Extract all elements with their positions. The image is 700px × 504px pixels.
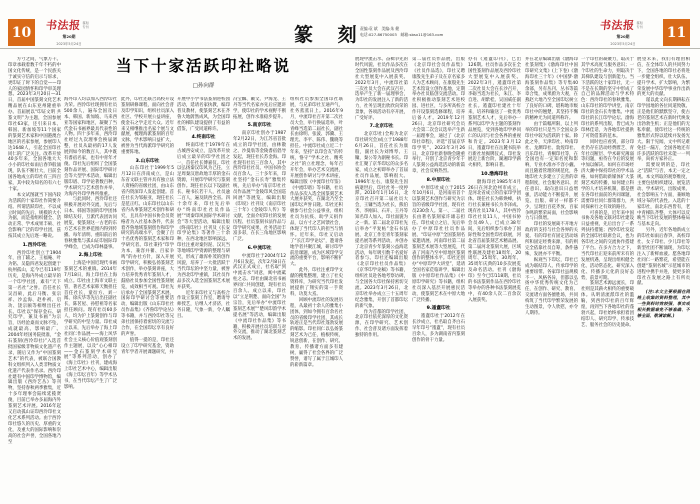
body-paragraph: 一个印社的凝聚力，取决于其学术高度与服务意识；一个印社的生命力，则取决于其梯队建设与创新能力。当下活跃的这十家印社，无一不是在长期的坚守中形成了自己的品牌活动与学术特色：西泠印社的春秋雅集、山东印社的印学讲堂、南京印社的金石长寿雅集、中流印社的长江印学论坛、渤海印社的系列出版，皆已成为印林佳话，为各地印社提供了可资借鉴的范本。: [581, 57, 634, 139]
body-paragraph: 纵观当下印坛，印社已成为联结印人、传承印学的重要纽带。各家印社虽规模不一、风格各异，但都以弘扬中华优秀传统文化为己任，在创作、研究、教育、交流诸方面各擅胜场，共同构筑了当代印学繁荣发展的生动图景，令人欣慰，亦令人期待。: [525, 257, 578, 316]
news-column: [233, 97, 286, 500]
section-heading: 1.西泠印社: [22, 242, 47, 248]
body-paragraph: 由于篇幅所限，以上列举的印社只是当下全国众多印社中较为活跃的十家。除此之外，天津印社、岭南印社、龙渊印社、敦煌印社、百乐印社、青桐印社等，在全国也有一定知名度和影响，专业水准亦不容小觑。而且随着管理的规范化，各地印社大多建立了完善的章程制度，社会服务意识、责任意识、取向意识日益增强，活动能力不断提升，展览、出版、研讨一样都不少，呈现出百花齐放、百家争鸣的繁荣局面，社会影响力与日俱增。: [525, 121, 578, 222]
body-paragraph: 第二届社员作品展，出版《北京印社会员作品集》《社员作品选》，印社又聘康殷先生弟子及在京名家多人为艺术顾问，在康殷先生艺术馆设立创作基地，定期举办社员临创交流活动。印社积极推动篆刻艺术进校园、进社区，与多所高校合作开设篆刻选修课程，培养后备人才。2019年12月26日，北京印社研究会员大会第二次会议选举产生新一届理事会，通过了《北京印社章程》，评选“首届京华印学奖”。2023年3月26日，北京印社新春晚会隆重举行，开创了北京青少年千人篆刻公益海选活动的新篇章，社会反响热烈。: [412, 57, 465, 175]
masthead-tagline: [83, 20, 89, 29]
body-paragraph: 此外，印社注重印学文献的搜集整理，建立了社史资料库，为研究当代印社发展提供了翔实的第一手资料，功莫大焉。: [290, 268, 343, 297]
body-paragraph: 组织社员参加全国印社联展，与兄弟印社互通声气，社务蒸蒸日上。2016年9月，中流印社召开第二次社员大会，举行换届选举，叶青峰当选第二届社长，副社长由徐明、张波、郭骥、王理光、李平、陈伟、魏晓等担任。中流印社成立近二十年来，坚持“以印会友”的传统，恪守“学术之社、精英之社”的立社理念，每年召开年会，举办艺术交流展，开展创作研讨与学术讲座，编辑出版《中流印社年鉴》《中流印谱》等书籍，社员作品多次入选全国篆刻艺术大展并获奖，在湖北乃至全国印坛声誉日隆。印社还积极参与社会公益事业，组织社员为抗疫、助学义捐作品，以方寸之艺回馈社会，体现了当代印人的担当与情怀。近年来，印社又启动了“长江印学论坛”，邀请各地学者共聚江城，研讨印学前沿课题，成为区域印学交流的重要平台，影响不断扩大。: [290, 97, 343, 268]
body-paragraph: 西泠印社创立于1904年，由丁辅之、王福庵、叶为铭、吴隐四君发起创建于杭州孤山，迄今已有119年历史，是海内外成立最早的一个印学社团，素有“天下第一名社”之誉。首任社长吴昌硕，此后马衡、张宗祥、沙孟海、赵朴初、启功、饶宗颐等相继出任社长。印社以“保存金石、研究印学，兼及书画”为宗旨，历经沧桑而文脉不坠，成就最高、影响最广。2004年经国务院批准，“金石篆刻(西泠印社)”入选首批国家级非物质文化遗产名录，随后又作为“中国篆刻艺术”的代表，被联合国教科文组织列入人类非物质文化遗产代表作名录。西泠印社建有中国印学博物馆，编辑出版《西泠艺丛》等刊物，坚持春秋两季雅集，近十多年理事会陆续延揽贤俊，目前已举办多届海内外篆刻艺术评展。2016年起又启动孤山证印西泠印社文化艺术系列活动。由于西泠印社悠久的历史、厚重的文化，及重大的国际影响和崇高的社会声誉，全国各地乃至: [8, 250, 61, 445]
news-column: [637, 57, 690, 500]
section-heading: 8.中原印社: [426, 177, 451, 183]
section-heading: 10.渤海印社: [480, 171, 509, 177]
news-column: [64, 97, 117, 500]
body-paragraph: 并在北京编辑出版《渤海印社篆刻集》《渤海印社中国印研究文集》(上下卷)《渤海印社三十年》《中国梦·渤海篆刻作品集》等专集40余部，另有丛刊、丛书等篇章合集，成果蔚为大观，在燕赵大地乃至全国印坛树立了良好的口碑，堪称地市级印社中的翘楚，其坚持不懈的精神尤为同道所称许。: [525, 57, 578, 122]
body-paragraph: 中原印社成立于2015年10月6日，是河南省首个以篆刻艺术创作与研究为宗旨的省级印学社团，现有社员230余人。第一、二届社长由著名篆刻家许雄志担任。印社成立之后，先后举办了中原印社社员作品展、“印证中原”全国篆刻名家邀请展、河南印社第二届篆刻艺术展等大型展览，代表了河南乃至中原地区篆刻创作的整体水平。印社还创办“中原印学大讲堂”，延请全国名家莅临讲学，编辑出版《中原印社作品集》《中原印学研究》等书籍，组织社员深入基层开展惠民活动，使篆刻艺术在中原大地广泛传播。: [412, 185, 465, 303]
body-paragraph: 南京印社创办于1987年2月22日，为江苏省首批成立的印学社团，由林散之、沙曼翁等金陵耆宿倡导发起，现任社长苏金海。印社现有社员三百余人，其中西泠印社社员、中国书协会员百余人。三十多年来，印社坚持“金石长寿”雅集传统，先后举办“南京印社社员作品展”“金陵印风全国巡回展”等展览，编辑出版《印说》社刊及《南京印社三十年》《金陵印人传》等文献，全面介绍印社的发展历程、社员篆刻书法作品与印学研究成果，社务活动丰富多彩，在长三角地区影响广泛。: [233, 131, 286, 243]
body-paragraph: 谨以此文向长期耕耘在印学园地的各位同道致敬。正是他们的默默坚守，使古老的篆刻艺术在新时代焕发出勃勃生机；正是他们的无私奉献，使印社这一传统的雅集形式得以延续并发扬光大。限于见闻，文中所记难免挂一漏万，全国各地还有许多活跃的印社未能一一列举，尚祈方家补正。: [637, 98, 690, 163]
body-paragraph: 篆刻艺术源远流长，印社则是其薪火相传的重要载体。从明清流派印社的滥觞，到西泠印社的百年辉煌，再到当下各地印社的蓬勃兴起，印社始终承担着团结印人、研究印学、传承技艺、服务社会的历史使命。: [581, 281, 634, 328]
body-paragraph: 此外，印社还联合高校开设篆刻研修课程，面向社会普及印学知识，组织社员深入社区、学校开展公益讲座，使金石之学走近大众。近年来又相继推出名家个展与文献展，梳理海派篆刻的百年文脉，学术影响日益扩大，被誉为当代海派印学研究的重要阵地。: [121, 97, 174, 156]
masthead-tagline-line1: 篆刻: [82, 21, 89, 25]
body-paragraph: 作为首都的印学社团，北京印社依托深厚的文化资源，在印学研究、艺术创作、社会普及诸方面发挥着独特的作用。: [355, 309, 408, 339]
news-column: [581, 57, 634, 500]
masthead-tagline-line1: 篆刻: [636, 21, 643, 25]
body-paragraph: 中流印社于2004年12月6日发起，次年2月8日在武汉正式成立，社名取“到中流击水”词意，寓中流砥柱之志。印社由湖北省书画界同仁共同创建，现有社员百余人。成立以来，印社以“立足荆楚、面向全国”为宗旨，先后举办“中流印社篆刻艺术展”“楚风印韵学术提名展”等活动，编辑出版《中流印社作品集》等书籍，积极开展社员培训与对外交流，推动了湖北篆刻艺术的发展。: [233, 253, 286, 342]
body-paragraph: 印社的发展离不开地方政府的支持与社会各界的关爱。有的印社有固定活动场所和固定经费来源，有的则完全依靠社员自筹，条件悬殊，发展亦不平衡。: [525, 222, 578, 257]
masthead-logo: 书法报: [599, 19, 636, 32]
masthead-left: [46, 20, 136, 46]
masthead-tagline-line2: 专刊: [82, 24, 89, 29]
body-paragraph: 与此同时，西泠印社还积极开展对外交流，先后与日本、韩国等国的印学团体缔结友好，互派代表团访问展览，使篆刻这一古老的东方艺术在世界范围内得到传播。每年清明、重阳前后的春秋雅集与孤山证印国际印学峰会，已成为印林盛事。: [64, 197, 117, 250]
body-paragraph: 回顾中流印社的发展历程，从最初十余人的雅集小团体，到如今拥有百余名社员的省级印学社团，其成长轨迹正是当代印社蓬勃发展的缩影。印社同仁以弘扬篆刻艺术为己任，植根传统，锐意创新，在创作、研究、教育、传播诸方面多有建树，赢得了社会各界的广泛赞誉，谱写了属于江城印人的崭新篇章。: [290, 297, 343, 368]
section-heading: 3.山东印社: [135, 158, 160, 164]
masthead-logo: 书法报: [45, 19, 82, 32]
body-paragraph: 北京印社(全称为北京印社研究会)成立于1988年6月26日，首任社长为康殷，副社长为刘博琴、王镛，秦公等为副秘书长。印社汇聚了京华印坛的众多名家，成立之初即举办了首届社员作品展，影响很大。1996年左右，康殷先生因病逝世后，印社社务一度停滞。2010年1月16日，北京印社召开第二届社员大会，王镛当选为社长，熊伯齐、李刚田、石开、王丹等知名印人加入，印社面貌为之一新。第二届北京印社先后举办“平复帖”金石书法展、北京工作室青年篆刻家提名展等系列活动，并创办了北京青少年篆刻公益海选活动，每年吸引数千名爱好者参与。印社还编辑出版《北京印社社员作品集》《京华印学论稿》等书籍，组织社员赴各地考察访碑，与全国各大印社保持密切交流。2023年3月26日，北京印社举办成立三十五周年纪念雅集，开创了首都印坛的新气象。: [355, 132, 408, 309]
news-column: [177, 97, 230, 500]
body-paragraph: 山东印社于1999年5月12日在济南成立，是山东省文联主管并具有独立法人资格的省级社团，由山东省内资深印人发起创建。首任社长为邹振亚，现任社长是范正红。山东印社以山东省内从事篆刻艺术创作和研究，且具有中国书协会员资格者为入社基本条件，代表着齐鲁地域篆刻创作和印学研究的高端水平，会聚了百十名优秀的篆刻艺术家和印学研究者。印社秉持“印学为本、兼容并蓄、百家争鸣”的办社方针，深入开展印学研究，积极弘扬篆刻艺术创作，举办篆刻讲座，大力培养优秀青年篆刻人才，鼓励社员参加全国性篆刻展览，成效相当可观。印社先后承办了全国篆刻艺术展、国际印学研讨会等重要活动，编辑出版《山东印社社员作品集》《齐鲁印学论丛》等书籍，并与西泠印社等兄弟社团保持着密切的交流与合作，在全国印坛享有良好的声誉。: [121, 166, 174, 337]
header-rule: [0, 48, 700, 49]
section-heading: 2.海上印社: [78, 253, 103, 259]
body-paragraph: 终南印社于1979年在古城西安成立，是改革开放后成立最早的印学社团之一，首任社长傅嘉仪。印社以弘扬秦汉印风为己任，立足周秦汉唐故地丰厚的金石资源，开展印学研究与篆刻创作。现任社长以下设副社长、秘书长若干人，社员逾二百人，遍及陕西全省。四十余年来，印社先后举办“终南印社社员作品展”“周秦印风国际学术研讨会”等大型活动，编辑出版《终南印社》社刊及《长安印学论集》等著作三十余种，在西北地区影响深远。印社注重对秦封泥、汉瓦当等地域印学资源的整理与研究，形成了雄浑朴茂的创作风貌，培养了一大批活跃于当代印坛的中坚力量，被誉为西北印学重镇，其社员作品多次入选全国篆刻艺术展并获奖。: [177, 142, 230, 290]
issue-date: 2023年5月24日: [610, 41, 636, 46]
body-paragraph: 可喜的是，近年来中国书协及各地文联对印社建设日益重视，先后出台了一系列扶持措施；西泠印社发起的全国印社联席会议，也为各印社之间的交流协作搭建了平台。在多方合力之下，当代印社正迎来前所未有的发展机遇，呈现出组织健全化、活动常态化、研究深入化、传播多元化的良好态势，前景可期。: [581, 210, 634, 281]
section-heading: 7.北京印社: [369, 124, 394, 130]
editor-note: (注:本文主要根据在网络上收集的资料整理，其中一些资料时效较强，事实或相关数据难免不够准确、不够全面，敬请谅解。): [637, 289, 690, 318]
body-paragraph: 另外，近年各地新成立的印社如雨后春笋，高校印社、女子印社、少儿印社等新型社团不断涌现，为印坛注入了新鲜血液。愿各地印社同仁一路繁花，希望能在创建“篆刻名城”示范城市的进程中携手并进，使更多的印社在发展之路上有所贡献。: [637, 228, 690, 287]
section-heading: 6.中流印社: [247, 245, 272, 251]
page-number-right: 11: [663, 19, 690, 46]
news-column: [468, 57, 521, 500]
masthead-tagline: [637, 20, 643, 29]
editor-contact-block: [360, 26, 443, 38]
body-paragraph: 值得一提的是，印社还设立了印学研究基金，资助青年学者开展课题研究，并: [121, 337, 174, 355]
contact-line: 电话:027-86750003 邮箱:sbsx11@163.com: [360, 32, 444, 37]
body-paragraph: 开展中小学书法篆刻进校园活动，延请名家执教，编印普及教材，使篆刻艺术在齐鲁大地蔚然成风，为全国印社的梯队建设提供了有益的借鉴，广受同道称许。: [177, 97, 230, 132]
body-paragraph: 冯宝麟、戴文、尹海龙、王丹等当代名家亦先后应邀讲学，使印社的学术视野不断拓展，创作水准稳步提升。: [233, 97, 286, 120]
body-paragraph: 上海是中国近现代书画篆刻艺术的重镇。2014年7月18日，海上印社在上海成立。印社由上海市文联主管，著名艺术家韩天衡担任首任社长，童衍方、刘一闻、徐庆华等先后出任副社长，陈茗屋、孙慰祖等名家担任顾问。现有社员60多人，均为沪上篆刻创作与印学研究的中坚力量。印社成立以来，先后举办了海上印社同仁作品展——海上风华社会主义核心价值观篆刻创作主题展，以及“心心相印——金石篆刻学术研究展”等系列活动，创办了《海上印社》社刊，建成海上印社艺术中心，编辑出版《海上印坛百年》等学术丛书，在当代印坛产生了广泛影响。: [64, 260, 117, 390]
article-author: □孙向群: [192, 83, 215, 89]
news-column: [412, 57, 465, 500]
body-paragraph: 办有《遁盦印刊》，已出126期。社员作品多次在全国性篆刻作品展及西泠印社大型展览中入展获奖。2022年3月，遁盦印社第二次社员大会在长沙召开，李砺当选为社长，朱江、李自进、胡紫桂、吴国威任副社长。遁盦印社建社十年来，培养和输送了一批优秀篆刻艺术人才，先后举办一系列以印学为主题的篆刻作品展览，受到各地印学界同仁的认同与社会各界的重视和肯定。2023年3月12日，遁盦印社在岳麓书院举行新社址揭牌仪式，印社发展迈上新台阶，湖湘印学薪火相传，影响日著。: [468, 57, 521, 169]
body-paragraph: 方寸之间，气象万千。印章承载着数千年不朽的中国文化传统，是一个民族关于诚实守信的启示与诉求，更印证了时下的自觉——印人的家园情怀和印学审美理想。2023年3月20日—31日，首届中国篆刻文化艺术精品展在山东兖州隆重举办。首届展以“印证文明 共篆文明”为主题，全国参展印社63家，还引来日本、韩国、新加坡等11个国家的篆刻艺术家和中国港澳台地区的名家参展，参展印人达1648人，引起全国印社同仁的广泛关注。改革开放40多年来，全国各地大大小小的印社如雨后春笋般涌现，队伍不断壮大，目前全国各地成立的印社有三四百家，其中较为知名的有六七十家。: [8, 57, 61, 192]
body-paragraph: 需要说明的是，印社之“活跃”与否，本无一定之规。本文所取的观察维度，主要包括组织建设、展览活动、学术研究、出版成果、社会影响五个方面，兼顾地域分布的代表性。入选的十家印社，南北东西皆有，老中青梯队齐整，大体可以反映当下印社发展的整体格局与基本走向。: [637, 163, 690, 228]
body-paragraph: 本文试图就当下国内较为活跃的十家印社作简要介绍。所谓活跃印社，不以成立时间的先后、规模的大小为据，而是指组织健全、活动正常、学术成果丰硕、社会影响广泛的印学社团，兹按其成立先后逐一略说。: [8, 192, 61, 240]
body-paragraph: 展望未来，我们有理由相信，在全体印人的共同努力下，全国各地的印社必将进一步健全组织、壮大队伍、提升学术、扩大影响，为繁荣发展中华印学事业作出新的更大的贡献。: [637, 57, 690, 98]
masthead-right: [600, 20, 660, 46]
issue-number: 第20期: [62, 33, 76, 39]
news-column: [355, 57, 408, 500]
section-heading: 5.南京印社: [247, 123, 272, 129]
body-paragraph: 同时也应看到，部分印社仍存在活动经费匮乏、青年社员断层、学术研究薄弱等问题，亟待在今后的发展中加以解决。如何在市场经济大潮中保持印社的学术品格，如何借助新媒体扩大篆刻艺术的传播，如何建立科学的人才培养机制，都是摆在各印社面前的共同课题，需要印社同仁群策群力，共同探索行之有效的路径。: [581, 139, 634, 210]
body-paragraph: 展现中流击水、奋楫争先的时代风貌。社员作品多次在全国性篆刻作品展及西泠印社大型展览中入展获奖。2022年3月，中流印社第三次社员大会在武汉召开，选举产生了新一届理事会，为印社的发展注入了新的活力，社务呈现出欣欣向荣的景象，各项活动有序开展，广受好评。: [355, 57, 408, 122]
issue-date: 2023年5月24日: [56, 41, 82, 46]
editor-line: 责编:袁 斌 美编:朱 健: [360, 26, 400, 31]
masthead-tagline-line2: 专刊: [636, 24, 643, 29]
issue-number: 第20期: [616, 33, 630, 39]
news-column: [525, 57, 578, 500]
body-paragraph: 渤海印社1985年4月26日在河北沧州市成立，是河北省成立的首家印学团体。现任社长为韩焕峰，执行社长兼秘书长为李泽成。现有社员178人，其中西泠印社社员11人，中国书协会员49人。已成立38年间，先后组织参与承办了国际性和全国性印社联展，河北省首届篆刻艺术精品展、第二届河北篆刻大展，区域性联展及建社18周年、20周年、25周年、30周年、35周年庆典的10多次展览及命名活动。社刊《渤海印》至今已印118期。社员的书法篆刻作品在西泠印社等举办的各种书法篆刻展览中，有40余人次二百余次入展获奖。: [468, 179, 521, 303]
news-column: [121, 97, 174, 500]
news-column: [290, 97, 343, 500]
section-title: 篆 刻: [294, 24, 366, 46]
page-number-left: 10: [8, 19, 35, 46]
article-title: 当下十家活跃印社略说: [115, 56, 291, 75]
article-title-block: [64, 56, 343, 89]
section-heading: 9.遁盦印社: [426, 306, 451, 312]
section-heading: 4.终南印社: [191, 134, 216, 140]
news-column: [8, 57, 61, 500]
body-paragraph: 近年来印社又与高校合作设立篆刻工作室，聘请导师授艺，后继人才济济，社务日隆，气象一新，令人瞩目。: [177, 290, 230, 320]
body-paragraph: 遁盦印社于2012年在长沙成立，社名取自齐白石早年印号“遁盦”，现有社员百余人，多为湖南省内篆刻创作的骨干力量。: [412, 314, 465, 343]
body-paragraph: 海外印人均以加入西泠印社为荣。西泠印社现拥有社员500余人，遍布全国及日本、韩国、新加坡、马来西亚等国家和地区，凝聚了当代金石书画界最具代表性的人物。四十多年来，西泠印社经过九次理事会换届调整，社员从最初的17人发展到如今的数百人，其中既有耆宿名家，也有中青年才俊。印社先后组织了全国篆刻作品评展、国际印学研讨会等大型学术活动，编辑出版印谱、印学论著数百种，学术研究与艺术创作并举，为海内外印学界所推重。: [64, 97, 117, 197]
